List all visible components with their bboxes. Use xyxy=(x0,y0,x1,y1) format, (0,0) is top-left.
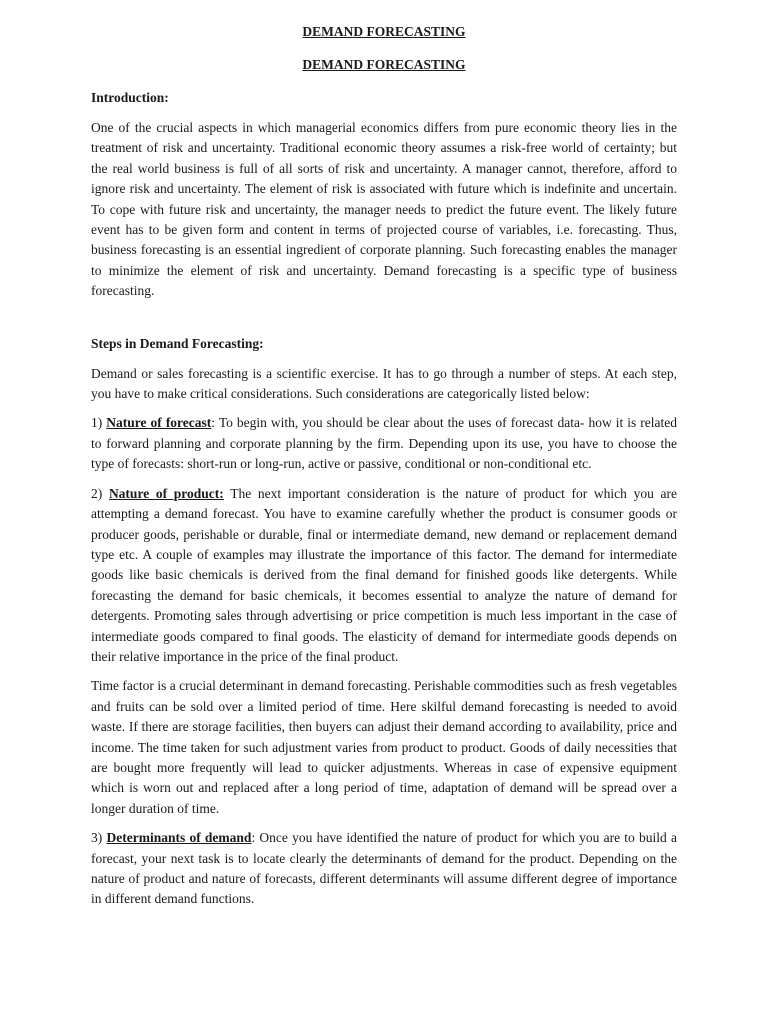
step-3-label: Determinants of demand xyxy=(106,830,252,846)
step-2-label: Nature of product: xyxy=(108,485,224,501)
step-3-number: 3) xyxy=(91,830,103,846)
introduction-paragraph: One of the crucial aspects in which managerial economics differs from pure economic theory lies in the treatment of risk and uncertainty. Traditional economic theory assumes a risk-free world of certainty; but the real world business is full of all sorts of risk and uncertainty. A manager cannot, therefore, afford to ignore risk and uncertainty. The element of risk is associated with future which is indefinite and uncertain. To cope with future risk and uncertainty, the manager needs to predict the future event. The likely future event has to be given form and content in terms of projected course of variables, i.e. forecasting. Thus, business forecasting is an essential ingredient of corporate planning. Such forecasting enables the manager to minimize the element of risk and uncertainty. Demand forecasting is a specific type of business forecasting. xyxy=(91,120,677,299)
step-2-text: The next important consideration is the nature of product for which you are attempting a demand forecast. You have to examine carefully whether the product is consumer goods or producer goods, perishable or durable, final or intermediate demand, new demand or replacement demand type etc. A couple of examples may illustrate the importance of this factor. The demand for intermediate goods like basic chemicals is derived from the final demand for finished goods like detergents. While forecasting the demand for basic chemicals, it becomes essential to analyze the nature of demand for detergents. Promoting sales through advertising or price competition is much less important in the case of intermediate goods compared to final goods. The elasticity of demand for intermediate goods depends on their relative importance in the price of the final product. xyxy=(91,485,677,664)
steps-heading: Steps in Demand Forecasting: xyxy=(91,335,264,351)
step-3-paragraph xyxy=(91,828,677,910)
time-factor-paragraph: Time factor is a crucial determinant in demand forecasting. Perishable commodities such as fresh vegetables and fruits can be sold over a limited period of time. Here skilful demand forecasting is needed to avoid waste. If there are storage facilities, then buyers can adjust their demand according to availability, price and income. The time taken for such adjustment varies from product to product. Goods of daily necessities that are bought more frequently will lead to quicker adjustments. Whereas in case of expensive equipment which is worn out and replaced after a long period of time, adaptation of demand will be spread over a longer duration of time. xyxy=(91,678,677,816)
introduction-heading: Introduction: xyxy=(91,90,169,105)
step-2-paragraph xyxy=(91,484,677,668)
document-page xyxy=(91,22,677,910)
step-1-label: Nature of forecast xyxy=(106,415,212,431)
step-2-number: 2) xyxy=(91,485,103,501)
step-1-paragraph xyxy=(91,413,677,474)
step-3-text: : Once you have identified the nature of product for which you are to build a forecast, your next task is to locate clearly the determinants of demand for the product. Depending on the nature of product and nature of forecasts, different determinants will assume different degree of importance in different demand functions. xyxy=(91,830,677,907)
step-1-text: : To begin with, you should be clear about the uses of forecast data- how it is related to forward planning and corporate planning by the firm. Depending upon its use, you have to choose the type of forecasts: short-run or long-run, active or passive, conditional or non-conditional etc. xyxy=(91,415,678,472)
document-title: DEMAND FORECASTING xyxy=(302,24,466,39)
step-1-number: 1) xyxy=(91,415,103,431)
document-subtitle: DEMAND FORECASTING xyxy=(302,57,466,72)
steps-intro-paragraph: Demand or sales forecasting is a scientific exercise. It has to go through a number of steps. At each step, you have to make critical considerations. Such considerations are categorically listed below: xyxy=(91,365,677,402)
